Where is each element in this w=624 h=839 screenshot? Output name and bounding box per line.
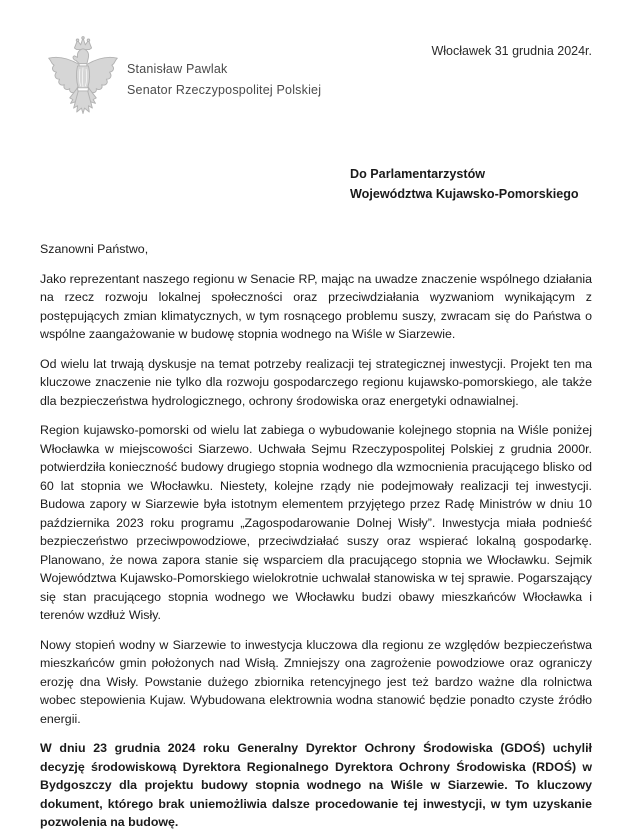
salutation: Szanowni Państwo, (40, 242, 149, 256)
dateline: Włocławek 31 grudnia 2024r. (431, 44, 592, 58)
paragraph-history: Region kujawsko-pomorski od wielu lat zabiega o wybudowanie kolejnego stopnia na Wiśle poniżej Włocławka w miejscowości Siarzewo. Uchwała Sejmu Rzeczypospolitej Polskiej z grudnia 2000r. potwierdziła konieczność budowy drugiego stopnia wodnego dla wzmocnienia pracującego blisko od 60 lat stopnia we Włocławku. Niestety, kolejne rządy nie podejmowały realizacji tej inwestycji. Budowa zapory w Siarzewie była istotnym elementem przyjętego przez Radę Ministrów w dniu 10 października 2023 roku programu „Zagospodarowanie Dolnej Wisły”. Inwestycja miała podnieść bezpieczeństwo przeciwpowodziowe, przeciwdziałać suszy oraz wspierać lokalną gospodarkę. Planowano, że nowa zapora stanie się wsparciem dla pracującego stopnia we Włocławku. Sejmik Województwa Kujawsko-Pomorskiego wielokrotnie uchwalał stanowiska w tej sprawie. Pogarszający się stan pracującego stopnia wodnego we Włocławku budzi obawy mieszkańców Włocławka i terenów wzdłuż Wisły. (40, 423, 592, 622)
addressee-line-2: Województwa Kujawsko-Pomorskiego (350, 187, 579, 201)
paragraph-project-importance: Od wielu lat trwają dyskusje na temat potrzeby realizacji tej strategicznej inwestycji. Projekt ten ma kluczowe znaczenie nie tylko dla rozwoju gospodarczego regionu kujawsko-pomorskiego, ale także dla bezpieczeństwa hydrologicznego, ochrony środowiska oraz energetyki odnawialnej. (40, 356, 592, 408)
paragraph-intro: Jako reprezentant naszego regionu w Senacie RP, mając na uwadze znaczenie wspólnego działania na rzecz rozwoju lokalnej społeczności oraz przeciwdziałania wyzwaniom wynikającym z postępujących zmian klimatycznych, w tym rosnącego problemu suszy, zwracam się do Państwa o wspólne zaangażowanie w budowę stopnia wodnego na Wiśle w Siarzewie. (40, 271, 592, 341)
addressee-block (350, 164, 579, 204)
addressee-line-1: Do Parlamentarzystów (350, 167, 486, 181)
paragraph-benefits: Nowy stopień wodny w Siarzewie to inwestycja kluczowa dla regionu ze względów bezpieczeństwa mieszkańców gmin położonych nad Wisłą. Zmniejszy ona zagrożenie powodziowe oraz ograniczy erozję dna Wisły. Powstanie dużego zbiornika retencyjnego jest też bardzo ważne dla rolnictwa wobec stepowienia Kujaw. Wybudowana elektrownia wodna stanowić będzie ponadto czyste źródło energii. (40, 637, 592, 726)
sender-name: Stanisław Pawlak (127, 62, 228, 76)
letter-body (40, 240, 592, 839)
sender-block (127, 59, 321, 101)
sender-title: Senator Rzeczypospolitej Polskiej (127, 83, 322, 97)
closing-paragraph: W dniu 23 grudnia 2024 roku Generalny Dyrektor Ochrony Środowiska (GDOŚ) uchylił decyzję środowiskową Dyrektora Regionalnego Dyrektora Ochrony Środowiska (RDOŚ) w Bydgoszczy dla projektu budowy stopnia wodnego na Wiśle w Siarzewie. To kluczowy dokument, którego brak uniemożliwia dalsze procedowanie tej inwestycji, w tym uzyskanie pozwolenia na budowę. (40, 741, 592, 829)
polish-eagle-emblem-icon (44, 36, 122, 124)
